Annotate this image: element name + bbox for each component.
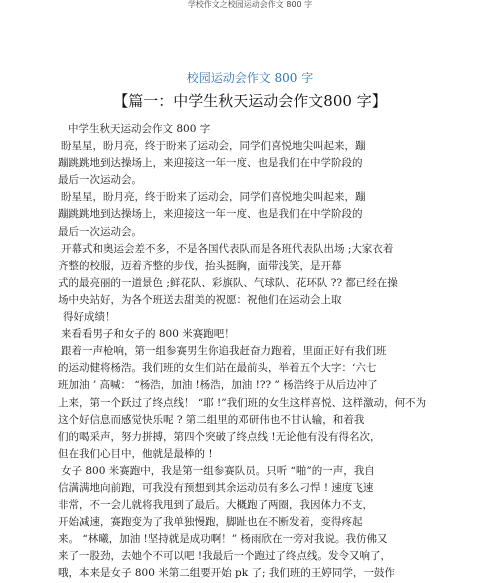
essay-line: 齐整的校服，迈着齐整的步伐，抬头挺胸，面带浅笑，是开幕 — [58, 259, 342, 272]
essay-line: 非常，不一会儿就将我甩到了最后。大概跑了两圈，我因体力不支， — [58, 499, 373, 512]
essay-line: 信满满地向前跑，可我没有预想到其余运动员有多么刁悍 ! 速度飞速 — [58, 481, 374, 494]
essay-line: 得好成绩！ — [63, 311, 116, 324]
essay-line: 哦，本来是女子 800 米第二组要开始 pk 了; 我们班的王婷同学，一鼓作 — [58, 567, 395, 580]
essay-line: 最后一次运动会。 — [58, 225, 142, 238]
essay-body — [58, 121, 468, 583]
essay-line: 们的喝采声，努力拼搏，第四个突破了终点线 !无论他有没有得名次， — [58, 430, 381, 443]
essay-line: 这个好信息而感觉快乐呢 ? 第二组里的邓研伟也不甘认输，和着我 — [58, 413, 365, 426]
essay-line: 的运动健将杨浩。我们班的女生们站在最前头，举着五个大字：‘六七 — [58, 362, 377, 375]
essay-line: 跟着一声枪响，第一组参赛男生你追我赶奋力跑着，里面正好有我们班 — [61, 345, 387, 358]
essay-line: 场中央站好，为各个班送去甜美的祝愿：祝他们在运动会上取 — [58, 293, 342, 306]
essay-line: 但在我们心目中，他就是最棒的 ! — [58, 447, 213, 460]
running-header: 学校作文之校园运动会作文 800 字 — [187, 0, 313, 9]
essay-line: 中学生秋天运动会作文 800 字 — [68, 123, 211, 135]
essay-line: 上来，第一个跃过了终点线！ “耶 !”我们班的女生这样喜悦、这样激动，何不为 — [58, 396, 427, 409]
essay-line: 最后一次运动会。 — [58, 174, 142, 187]
section-heading: 【篇一：中学生秋天运动会作文800 字】 — [113, 92, 387, 110]
essay-line: 蹦跳跳地到达操场上，来迎接这一年一度、也是我们在中学阶段的 — [58, 208, 363, 221]
essay-line: 式的最亮丽的一道景色 ;鲜花队、彩旗队、气球队、花环队 ?? 都已经在操 — [58, 276, 398, 289]
essay-line: 盼星星，盼月亮，终于盼来了运动会，同学们喜悦地尖叫起来，蹦 — [61, 140, 366, 153]
article-title: 校园运动会作文 800 字 — [186, 71, 314, 85]
essay-line: 来了一股劲，去她个不可以吧 !我最后一个跑过了终点线。发令又响了， — [58, 550, 392, 563]
essay-line: 女子 800 米赛跑中，我是第一组参赛队员。只听 “啪”的一声，我自 — [61, 464, 375, 477]
essay-line: 开幕式和奥运会差不多，不是各国代表队而是各班代表队出场 ;大家衣着 — [61, 242, 394, 255]
essay-line: 盼星星，盼月亮，终于盼来了运动会，同学们喜悦地尖叫起来，蹦 — [61, 191, 366, 204]
essay-line: 班加油 ’ 高喊： “杨浩，加油 !杨浩，加油 !?? ” 杨浩终于从后边冲了 — [58, 379, 378, 392]
essay-line: 来。 “林曦，加油 !坚持就是成功啊！” 杨雨欣在一旁对我说。我仿佛又 — [58, 533, 388, 546]
essay-line: 来看看男子和女子的 800 米赛跑吧！ — [61, 328, 235, 341]
essay-line: 蹦跳跳地到达操场上，来迎接这一年一度、也是我们在中学阶段的 — [58, 157, 363, 170]
essay-line: 开始减速，赛跑变为了我单独慢跑，脚趾也在不断发着，变得疼起 — [58, 516, 363, 529]
